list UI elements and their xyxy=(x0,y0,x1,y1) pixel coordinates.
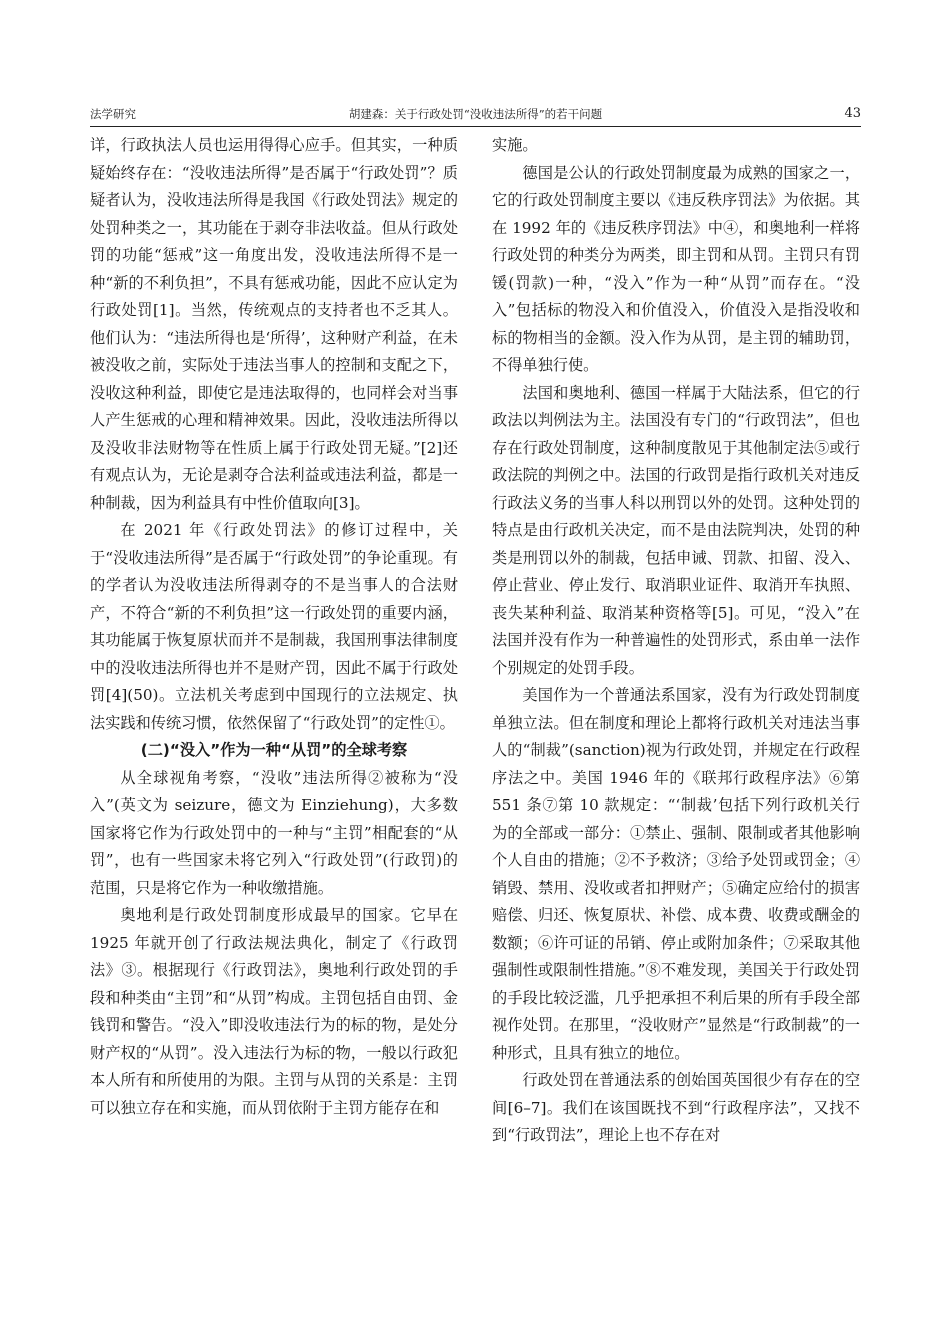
paragraph: 在 2021 年《行政处罚法》的修订过程中，关于“没收违法所得”是否属于“行政处罚”的争论重现。有的学者认为没收违法所得剥夺的不是当事人的合法财产，不符合“新的不利负担”这一行政处罚的重要内涵，其功能属于恢复原状而并不是制裁，我国刑事法律制度中的没收违法所得也并不是财产罚，因此不属于行政处罚[4](50)。立法机关考虑到中国现行的立法规定、执法实践和传统习惯，依然保留了“行政处罚”的定性①。 xyxy=(90,521,458,732)
paragraph: 实施。 xyxy=(492,136,538,154)
paragraph: 德国是公认的行政处罚制度最为成熟的国家之一，它的行政处罚制度主要以《违反秩序罚法》为依据。其在 1992 年的《违反秩序罚法》中④，和奥地利一样将行政处罚的种类分为两类，即主罚和从罚。主罚只有罚锾(罚款)一种，“没入”作为一种“从罚”而存在。“没入”包括标的物没入和价值没入，价值没入是指没收和标的物相当的金额。没入作为从罚，是主罚的辅助罚，不得单独行使。 xyxy=(492,163,860,374)
running-header xyxy=(90,104,861,127)
paragraph: 美国作为一个普通法系国家，没有为行政处罚制度单独立法。但在制度和理论上都将行政机关对违法当事人的“制裁”(sanction)视为行政处罚，并规定在行政程序法之中。美国 1946 年的《联邦行政程序法》⑥第 551 条⑦第 10 款规定：“‘制裁’包括下列行政机关行为的全部或一部分：①禁止、强制、限制或者其他影响个人自由的措施；②不予救济；③给予处罚或罚金；④销毁、禁用、没收或者扣押财产；⑤确定应给付的损害赔偿、归还、恢复原状、补偿、成本费、收费或酬金的数额；⑥许可证的吊销、停止或附加条件；⑦采取其他强制性或限制性措施。”⑧不难发现，美国关于行政处罚的手段比较泛滥，几乎把承担不利后果的所有手段全部视作处罚。在那里，“没收财产”显然是“行政制裁”的一种形式，且具有独立的地位。 xyxy=(492,686,860,1062)
running-title: 胡建森：关于行政处罚“没收违法所得”的若干问题 xyxy=(348,107,603,121)
section-heading: (二)“没入”作为一种“从罚”的全球考察 xyxy=(140,741,408,759)
paragraph: 法国和奥地利、德国一样属于大陆法系，但它的行政法以判例法为主。法国没有专门的“行政罚法”，但也存在行政处罚制度，这种制度散见于其他制定法⑤或行政法院的判例之中。法国的行政罚是指行政机关对违反行政法义务的当事人科以刑罚以外的处罚。这种处罚的特点是由行政机关决定，而不是由法院判决，处罚的种类是刑罚以外的制裁，包括申诫、罚款、扣留、没入、停止营业、停止发行、取消职业证件、取消开车执照、丧失某种利益、取消某种资格等[5]。可见，“没入”在法国并没有作为一种普遍性的处罚形式，系由单一法作个别规定的处罚手段。 xyxy=(492,383,860,677)
journal-name: 法学研究 xyxy=(90,107,136,121)
paragraph: 行政处罚在普通法系的创始国英国很少有存在的空间[6–7]。我们在该国既找不到“行政程序法”，又找不到“行政罚法”，理论上也不存在对 xyxy=(492,1071,860,1144)
paragraph: 从全球视角考察，“没收”违法所得②被称为“没入”(英文为 seizure，德文为 Einziehung)，大多数国家将它作为行政处罚中的一种与“主罚”相配套的“从罚”，也有一些国家未将它列入“行政处罚”(行政罚)的范围，只是将它作为一种收缴措施。 xyxy=(90,768,458,897)
page-number: 43 xyxy=(844,106,861,121)
paragraph: 详，行政执法人员也运用得得心应手。但其实，一种质疑始终存在：“没收违法所得”是否属于“行政处罚”？质疑者认为，没收违法所得是我国《行政处罚法》规定的处罚种类之一，其功能在于剥夺非法收益。但从行政处罚的功能“惩戒”这一角度出发，没收违法所得不是一种“新的不利负担”，不具有惩戒功能，因此不应认定为行政处罚[1]。当然，传统观点的支持者也不乏其人。他们认为：“违法所得也是‘所得’，这种财产利益，在未被没收之前，实际处于违法当事人的控制和支配之下，没收这种利益，即使它是违法取得的，也同样会对当事人产生惩戒的心理和精神效果。因此，没收违法所得以及没收非法财物等在性质上属于行政处罚无疑。”[2]还有观点认为，无论是剥夺合法利益或违法利益，都是一种制裁，因为利益具有中性价值取向[3]。 xyxy=(90,136,458,512)
paragraph: 奥地利是行政处罚制度形成最早的国家。它早在 1925 年就开创了行政法规法典化，制定了《行政罚法》③。根据现行《行政罚法》，奥地利行政处罚的手段和种类由“主罚”和“从罚”构成。主罚包括自由罚、金钱罚和警告。“没入”即没收违法行为的标的物，是处分财产权的“从罚”。没入违法行为标的物，一般以行政犯本人所有和所使用的为限。主罚与从罚的关系是：主罚可以独立存在和实施，而从罚依附于主罚方能存在和 xyxy=(90,906,458,1117)
left-column xyxy=(90,132,458,1122)
right-column xyxy=(492,132,860,1150)
